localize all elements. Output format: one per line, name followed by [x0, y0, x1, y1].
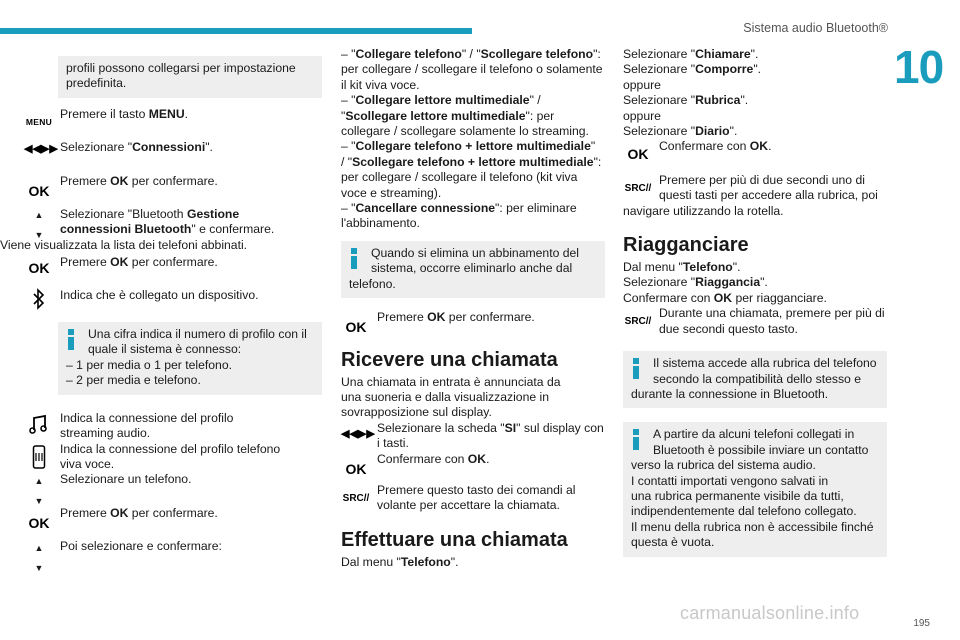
text-line: telefono.: [349, 276, 396, 291]
step-ok: OK Premere OK per confermare.: [341, 310, 605, 325]
ok-key-icon: OK: [28, 260, 50, 277]
header-accent-bar: [0, 28, 472, 34]
step-confirm-ok: OK Confermare con OK.: [623, 139, 887, 154]
phone-icon: [24, 445, 54, 472]
step-bluetooth-indicator: [24, 288, 322, 303]
text-line: il kit viva voce.: [341, 77, 420, 92]
text: Premere il tasto: [60, 106, 149, 121]
text: Premere: [60, 173, 111, 188]
text-line: l'abbinamento.: [341, 216, 420, 231]
note-box: [58, 56, 322, 98]
left-right-arrows-icon: ◀◀▶▶: [341, 427, 375, 440]
up-down-arrows-icon: ▲ ▼: [34, 476, 44, 507]
text-line: voce e streaming).: [341, 185, 442, 200]
text: Selezionare "Bluetooth: [60, 207, 187, 222]
step-then-select: [24, 539, 322, 574]
watermark: carmanualsonline.info: [680, 603, 860, 623]
text-bold: Gestione: [186, 207, 240, 222]
info-box: [58, 322, 322, 395]
info-icon: [633, 358, 639, 378]
text-line: Selezionare "Riaggancia".: [623, 275, 768, 290]
step-bluetooth-manage: [24, 207, 322, 241]
info-icon: [633, 429, 639, 449]
page-number: 195: [913, 618, 930, 629]
text: Premere: [60, 255, 111, 270]
paragraph: Una chiamata in entrata è annunciata da una suoneria e dalla visualizzazione in sovrapposizione sul display.: [341, 374, 561, 420]
text-line: Dal menu "Telefono".: [341, 554, 459, 569]
text-line: – "Collegare lettore multimediale" /: [341, 93, 541, 108]
src-steering-key-icon: SRC//: [624, 182, 652, 194]
text-line: / "Scollegare telefono + lettore multimediale":: [341, 154, 602, 169]
menu-key-icon: MENU: [25, 116, 53, 127]
music-note-icon: [24, 413, 54, 438]
step-select-si: ◀◀▶▶ Selezionare la scheda "SI" sul display con i tasti.: [341, 420, 604, 451]
step-select-phone: [24, 472, 322, 507]
text-line: Selezionare "Rubrica".: [623, 93, 749, 108]
text: ".: [205, 140, 213, 155]
step-connessioni: [24, 140, 322, 155]
bluetooth-icon: [24, 288, 54, 313]
text-line: per collegare / scollegare il telefono (kit viva: [341, 170, 578, 185]
text-line: quale il sistema è connesso:: [88, 342, 242, 357]
info-box: Il sistema accede alla rubrica del telefono secondo la compatibilità dello stesso e durante la connessione in Bluetooth.: [623, 351, 887, 408]
text: Premere: [60, 505, 111, 520]
text-bold: OK: [110, 505, 129, 520]
text-line: Viene visualizzata la lista dei telefoni abbinati.: [0, 237, 248, 252]
text-bold: OK: [110, 255, 129, 270]
text: per confermare.: [128, 173, 218, 188]
text-line: Indica la connessione del profilo telefono: [60, 441, 281, 456]
heading-hang-up: Riagganciare: [623, 234, 749, 257]
chapter-number: 10: [894, 41, 944, 93]
text-bold: connessioni Bluetooth: [60, 222, 192, 237]
ok-key-icon: OK: [345, 460, 367, 477]
step-steering-src: SRC// Premere per più di due secondi uno di questi tasti per accedere alla rubrica, poi: [624, 172, 878, 203]
text-line: viva voce.: [60, 456, 115, 471]
step-steering-src-hangup: SRC// Durante una chiamata, premere per più di due secondi questo tasto.: [624, 306, 885, 336]
heading-make-call: Effettuare una chiamata: [341, 528, 568, 551]
text-line: Quando si elimina un abbinamento del: [371, 245, 580, 260]
column-1: [0, 56, 322, 574]
ok-key-icon: OK: [627, 146, 649, 163]
info-icon: [351, 248, 357, 268]
text-line: – "Cancellare connessione": per eliminare: [341, 201, 577, 216]
text-line: profili possono collegarsi per impostazione: [66, 61, 296, 75]
text-line: predefinita.: [66, 76, 127, 91]
step-ok-2: [24, 255, 322, 277]
text-bold: MENU: [148, 106, 185, 121]
up-down-arrows-icon: ▲ ▼: [34, 543, 44, 574]
up-down-arrows-icon: ▲ ▼: [34, 210, 44, 241]
step-steering-src: SRC// Premere questo tasto dei comandi al volante per accettare la chiamata.: [342, 482, 576, 513]
info-box: A partire da alcuni telefoni collegati in Bluetooth è possibile inviare un contatto verso la rubrica del sistema audio. I contatti importati vengono salvati in una rubrica permanente visibile da tutti, indipendentemente dal telefono collegato. Il menu della rubrica non è accessibile finché questa è vuota.: [623, 422, 887, 556]
text: Indica che è collegato un dispositivo.: [60, 287, 259, 302]
text-line: collegare / scollegare solamente lo streaming.: [341, 124, 589, 139]
text-line: per collegare / scollegare il telefono o solamente: [341, 62, 603, 77]
info-icon: [68, 329, 74, 349]
text-line: oppure: [623, 108, 661, 123]
page-header-title: Sistema audio Bluetooth®: [743, 21, 888, 35]
step-ok-3: [24, 505, 322, 531]
text-line: sistema, occorre eliminarlo anche dal: [371, 261, 573, 276]
text: Selezionare un telefono.: [60, 472, 192, 487]
text: per confermare.: [128, 255, 218, 270]
column-3: [623, 47, 887, 557]
text: .: [184, 106, 189, 121]
ok-key-icon: OK: [28, 514, 50, 531]
text-line: Selezionare "Chiamare".: [623, 47, 759, 61]
text: per confermare.: [128, 505, 218, 520]
text-line: Dal menu "Telefono".: [623, 260, 741, 275]
text: Selezionare ": [60, 140, 133, 155]
text-line: "Scollegare lettore multimediale": per: [341, 108, 555, 123]
text-line: Confermare con OK per riagganciare.: [623, 290, 827, 305]
step-music: [24, 411, 322, 442]
ok-key-icon: OK: [28, 182, 50, 199]
text-line: Selezionare "Comporre".: [623, 62, 762, 77]
text-line: – 2 per media e telefono.: [66, 373, 201, 388]
text-line: – "Collegare telefono" / "Scollegare telefono":: [341, 47, 601, 61]
left-right-arrows-icon: ◀◀▶▶: [24, 143, 58, 156]
text-line: Selezionare "Diario".: [623, 124, 738, 139]
text-line: oppure: [623, 77, 661, 92]
text-bold: OK: [110, 173, 129, 188]
ok-key-icon: OK: [345, 319, 367, 336]
text-line: – 1 per media o 1 per telefono.: [66, 357, 232, 372]
step-menu: [24, 106, 322, 127]
text-line: Una cifra indica il numero di profilo con il: [88, 327, 307, 342]
info-box: [341, 241, 605, 298]
text-line: – "Collegare telefono + lettore multimediale": [341, 139, 596, 154]
column-2: [341, 47, 605, 570]
step-phone-profile: [24, 442, 322, 473]
heading-receive-call: Ricevere una chiamata: [341, 348, 558, 371]
step-confirm-ok: OK Confermare con OK.: [341, 452, 605, 467]
step-ok-1: [24, 173, 322, 199]
src-steering-key-icon: SRC//: [624, 316, 652, 328]
src-steering-key-icon: SRC//: [342, 492, 370, 504]
text-line: navigare utilizzando la rotella.: [623, 203, 784, 218]
text: Poi selezionare e confermare:: [60, 539, 222, 554]
text-line: Indica la connessione del profilo: [60, 410, 234, 425]
text-line: streaming audio.: [60, 426, 151, 441]
text-bold: Connessioni: [132, 140, 206, 155]
text: " e confermare.: [191, 222, 275, 237]
